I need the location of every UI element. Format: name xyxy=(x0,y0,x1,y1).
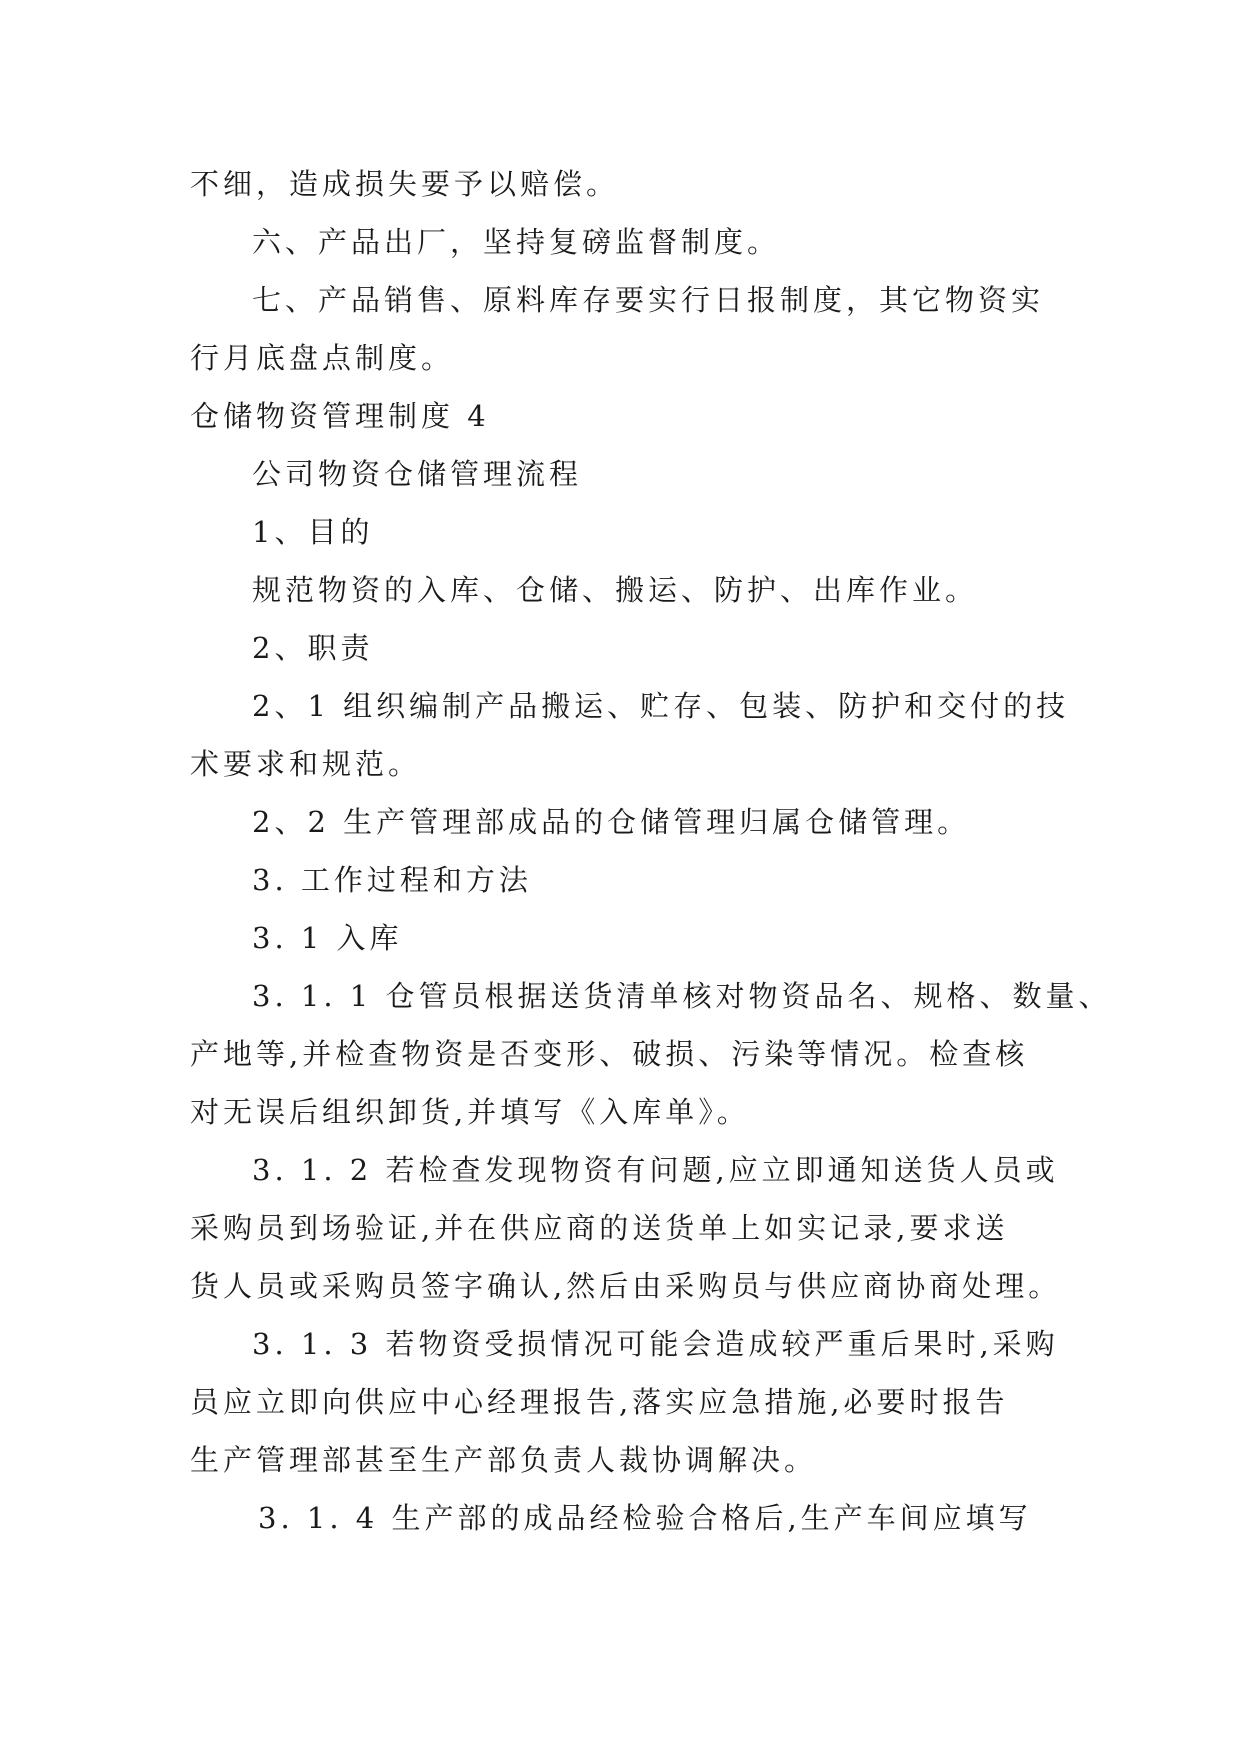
paragraph-line: 六、产品出厂，坚持复磅监督制度。 xyxy=(252,225,781,259)
heading-purpose: 1、目的 xyxy=(252,515,374,549)
paragraph-line: 2、2 生产管理部成品的仓储管理归属仓储管理。 xyxy=(252,805,971,839)
paragraph-line: 3. 1. 4 生产部的成品经检验合格后,生产车间应填写 xyxy=(258,1501,1032,1535)
paragraph-line: 3. 1. 1 仓管员根据送货清单核对物资品名、规格、数量、 xyxy=(252,979,1112,1013)
paragraph-line: 规范物资的入库、仓储、搬运、防护、出库作业。 xyxy=(252,573,979,607)
document-body xyxy=(190,155,1112,1547)
heading-duties: 2、职责 xyxy=(252,631,374,665)
heading-inbound: 3. 1 入库 xyxy=(252,921,403,955)
paragraph-line: 产地等,并检查物资是否变形、破损、污染等情况。检查核 xyxy=(190,1037,1029,1071)
paragraph-line: 术要求和规范。 xyxy=(190,747,422,781)
paragraph-line: 员应立即向供应中心经理报告,落实应急措施,必要时报告 xyxy=(190,1385,1009,1419)
heading-process: 3. 工作过程和方法 xyxy=(252,863,532,897)
paragraph-line: 不细，造成损失要予以赔偿。 xyxy=(190,167,620,201)
paragraph-line: 对无误后组织卸货,并填写《入库单》。 xyxy=(190,1095,750,1129)
paragraph-line: 采购员到场验证,并在供应商的送货单上如实记录,要求送 xyxy=(190,1211,1009,1245)
paragraph-line: 3. 1. 3 若物资受损情况可能会造成较严重后果时,采购 xyxy=(252,1327,1059,1361)
paragraph-line: 七、产品销售、原料库存要实行日报制度，其它物资实 xyxy=(252,283,1045,317)
paragraph-line: 行月底盘点制度。 xyxy=(190,341,455,375)
paragraph-line: 3. 1. 2 若检查发现物资有问题,应立即通知送货人员或 xyxy=(252,1153,1059,1187)
section-title: 仓储物资管理制度 4 xyxy=(190,399,490,433)
paragraph-line: 货人员或采购员签字确认,然后由采购员与供应商协商处理。 xyxy=(190,1269,1062,1303)
section-subtitle: 公司物资仓储管理流程 xyxy=(252,457,583,491)
paragraph-line: 生产管理部甚至生产部负责人裁协调解决。 xyxy=(190,1443,818,1477)
paragraph-line: 2、1 组织编制产品搬运、贮存、包装、防护和交付的技 xyxy=(252,689,1070,723)
